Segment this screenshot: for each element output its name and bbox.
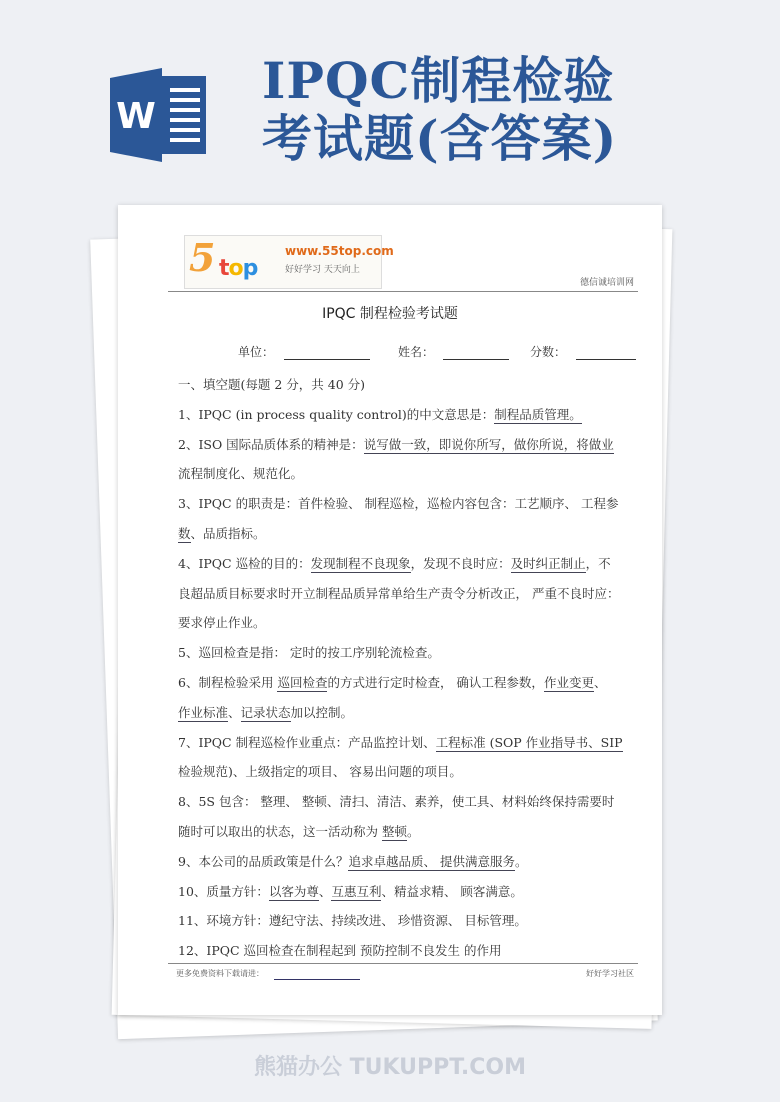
answer-text: 制程品质管理。 <box>494 406 582 422</box>
answer-text: 工程标准 (SOP 作业指导书、SIP <box>435 734 623 750</box>
question-text: 、精益求精、 顾客满意。 <box>381 883 523 899</box>
question-line <box>178 489 638 519</box>
question-text: 、 <box>593 674 607 690</box>
question-text: 2、ISO 国际品质体系的精神是： <box>178 436 364 452</box>
question-line <box>178 847 638 877</box>
question-line <box>178 757 638 787</box>
name-blank <box>443 345 509 360</box>
document-title: IPQC 制程检验考试题 <box>322 306 458 322</box>
logo-url: www.55top.com <box>285 244 394 258</box>
footer-left: 更多免费资料下载请进： <box>176 969 264 978</box>
question-text: 8、5S 包含： 整理、 整顿、清扫、清洁、素养，使工具、材料始终保持需要时 <box>178 794 615 810</box>
hero-title-line1: IPQC制程检验 <box>262 51 615 110</box>
header-divider <box>168 291 638 292</box>
answer-text: 追求卓越品质、 提供满意服务 <box>348 853 515 869</box>
document-page <box>118 205 662 1015</box>
question-text: 7、IPQC 制程巡检作业重点：产品监控计划、 <box>178 734 436 750</box>
answer-text: 作业标准 <box>178 704 229 720</box>
footer-right: 好好学习社区 <box>586 969 634 978</box>
question-text: 10、质量方针： <box>178 883 269 899</box>
question-line <box>178 400 638 430</box>
question-line <box>178 430 638 460</box>
question-line <box>178 728 638 758</box>
question-line <box>178 638 638 668</box>
answer-text: 以客为尊 <box>268 883 319 899</box>
question-text: 。 <box>407 823 420 839</box>
answer-text: 数 <box>178 525 191 541</box>
question-text: 、 <box>318 883 332 899</box>
answer-text: 互惠互利 <box>331 883 382 899</box>
logo-slogan: 好好学习 天天向上 <box>285 265 360 275</box>
section-heading: 一、填空题(每题 2 分，共 40 分) <box>178 377 366 392</box>
question-text: 12、IPQC 巡回检查在制程起到 预防控制不良发生 的作用 <box>178 943 502 959</box>
question-text: 检验规范)、上级指定的项目、 容易出问题的项目。 <box>178 764 462 780</box>
question-text: 11、环境方针：遵纪守法、持续改进、 珍惜资源、 目标管理。 <box>178 913 527 929</box>
question-list <box>178 370 638 966</box>
answer-text: 整顿 <box>381 823 407 839</box>
question-text: 9、本公司的品质政策是什么？ <box>178 853 349 869</box>
question-text: 随时可以取出的状态，这一活动称为 <box>178 823 382 839</box>
logo-five: 5 <box>189 235 216 280</box>
name-label: 姓名： <box>398 345 435 359</box>
site-name: 德信诚培训网 <box>579 278 634 288</box>
question-text: 流程制度化、规范化。 <box>178 466 304 482</box>
question-text: 3、IPQC 的职责是：首件检验、 制程巡检，巡检内容包含：工艺顺序、 工程参 <box>178 496 619 512</box>
question-text: 1、IPQC (in process quality control)的中文意思是： <box>178 406 495 422</box>
question-text: 4、IPQC 巡检的目的： <box>178 555 311 571</box>
question-text: 、品质指标。 <box>190 525 266 541</box>
score-label: 分数： <box>530 345 567 359</box>
question-line <box>178 936 638 966</box>
question-text: 、 <box>228 704 241 720</box>
score-blank <box>576 345 636 360</box>
question-line <box>178 549 638 579</box>
question-line <box>178 519 638 549</box>
question-text: 加以控制。 <box>290 704 354 720</box>
unit-blank <box>284 345 370 360</box>
answer-text: 作业变更 <box>543 674 594 690</box>
site-logo <box>184 235 394 289</box>
answer-text: 及时纠正制止 <box>510 555 586 571</box>
question-line <box>178 579 638 609</box>
watermark: 熊猫办公 TUKUPPT.COM <box>253 1055 527 1080</box>
unit-label: 单位： <box>238 345 275 359</box>
answer-text: 说写做一致，即说你所写，做你所说，将做业 <box>363 436 614 452</box>
footer-divider <box>168 963 638 964</box>
hero-title <box>262 52 617 168</box>
svg-text:W: W <box>116 96 156 137</box>
hero-title-line2: 考试题(含答案) <box>262 109 618 168</box>
question-line <box>178 698 638 728</box>
word-icon <box>110 68 208 162</box>
question-text: 良超品质目标要求时开立制程品质异常单给生产责令分析改正， 严重不良时应： <box>178 585 620 601</box>
answer-text: 巡回检查 <box>277 674 328 690</box>
question-line <box>178 459 638 489</box>
question-line <box>178 906 638 936</box>
question-text: 的方式进行定时检查， 确认工程参数， <box>327 674 544 690</box>
answer-text: 发现制程不良现象 <box>310 555 411 571</box>
logo-top: top <box>219 256 258 281</box>
question-text: 5、巡回检查是指： 定时的按工序别轮流检查。 <box>178 645 440 661</box>
footer-link-blank[interactable] <box>274 979 360 980</box>
question-text: ，不 <box>585 555 611 571</box>
question-text: ，发现不良时应： <box>410 555 511 571</box>
question-text: 要求停止作业。 <box>178 615 266 631</box>
question-line <box>178 877 638 907</box>
question-line <box>178 668 638 698</box>
question-line <box>178 608 638 638</box>
question-line <box>178 787 638 817</box>
question-text: 6、制程检验采用 <box>178 674 278 690</box>
answer-text: 记录状态 <box>240 704 291 720</box>
question-text: 。 <box>514 853 528 869</box>
question-line <box>178 817 638 847</box>
